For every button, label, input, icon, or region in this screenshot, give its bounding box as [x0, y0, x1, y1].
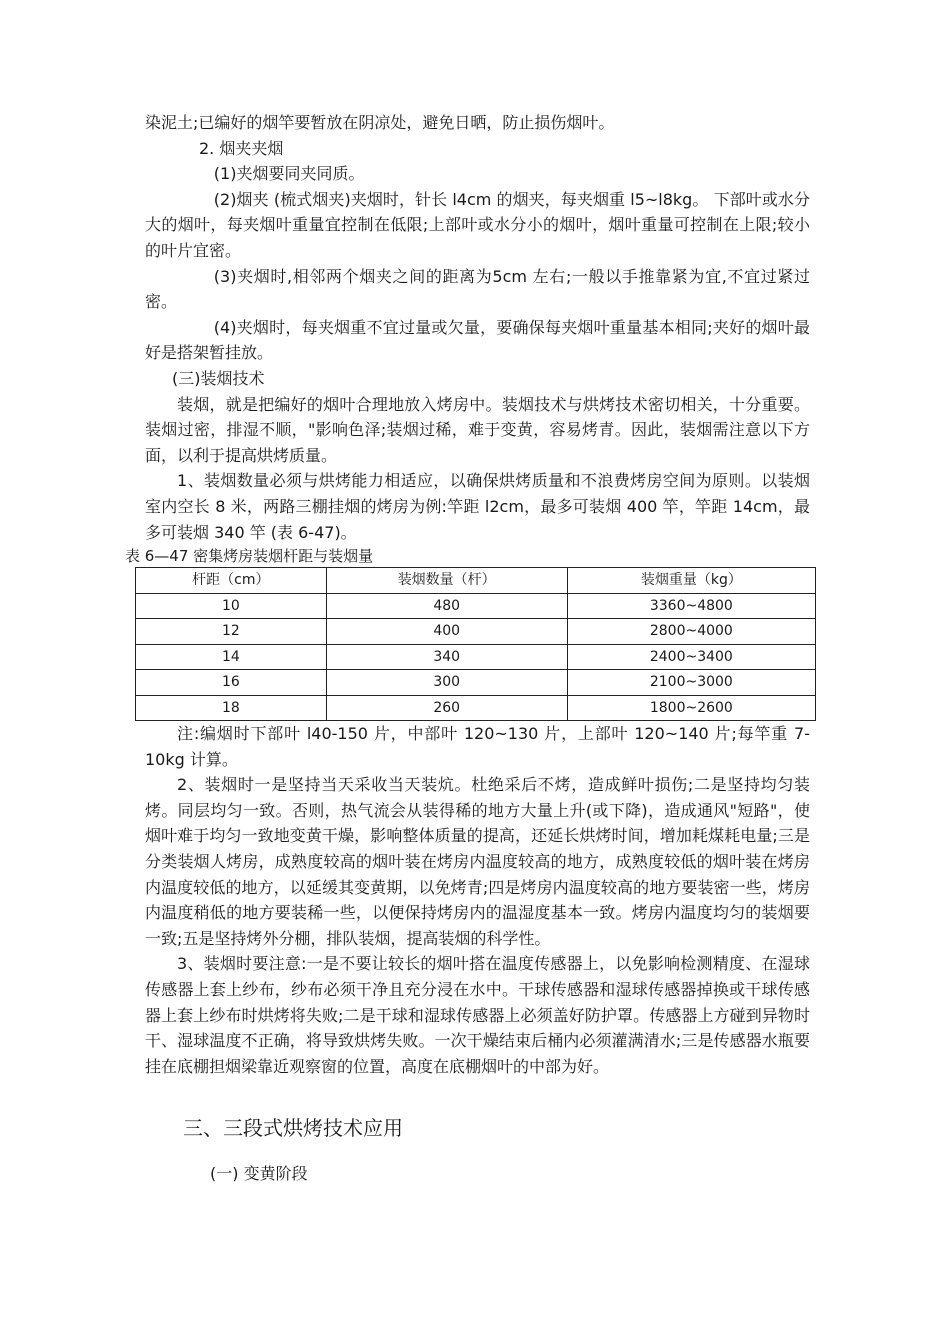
table-row [136, 695, 816, 721]
table-cell: 480 [326, 593, 567, 619]
paragraph: (3)夹烟时,相邻两个烟夹之间的距离为5cm 左右;一般以手推靠紧为宜,不宜过紧过密。 [145, 266, 810, 312]
table-cell: 2100~3000 [567, 670, 815, 696]
table-cell: 10 [136, 593, 327, 619]
paragraph: (2)烟夹 (梳式烟夹)夹烟时，针长 l4cm 的烟夹，每夹烟重 l5~l8kg。 下部叶或水分大的烟叶，每夹烟叶重量宜控制在低限;上部叶或水分小的烟叶，烟叶重量可控制在上限;较小的叶片宜密。 [145, 189, 810, 260]
table-row [136, 593, 816, 619]
table-caption: 表 6—47 密集烤房装烟杆距与装烟量 [125, 547, 374, 566]
table-header-row [136, 568, 816, 594]
table-cell: 1800~2600 [567, 695, 815, 721]
paragraph: 2、装烟时一是坚持当天采收当天装炕。杜绝采后不烤，造成鲜叶损伤;二是坚持均匀装烤。同层均匀一致。否则，热气流会从装得稀的地方大量上升(或下降)，造成通风"短路"，使烟叶难于均匀一致地变黄干燥，影响整体质量的提高，还延长烘烤时间，增加耗煤耗电量;三是分类装烟人烤房，成熟度较高的烟叶装在烤房内温度较高的地方，成熟度较低的烟叶装在烤房内温度较低的地方，以延缓其变黄期，以免烤青;四是烤房内温度较高的地方要装密一些，烤房内温度稍低的地方要装稀一些，以便保持烤房内的温湿度基本一致。烤房内温度均匀的装烟要一致;五是坚持烤外分棚，排队装烟，提高装烟的科学性。 [145, 775, 810, 948]
table-cell: 400 [326, 619, 567, 645]
column-header: 装烟数量（杆） [326, 568, 567, 594]
section-heading: (三)装烟技术 [172, 368, 265, 388]
column-header: 装烟重量（kg） [567, 568, 815, 594]
table-cell: 12 [136, 619, 327, 645]
table-cell: 2400~3400 [567, 644, 815, 670]
table-cell: 16 [136, 670, 327, 696]
document-page [125, 110, 810, 1187]
table-cell: 18 [136, 695, 327, 721]
table-row [136, 670, 816, 696]
paragraph: (1)夹烟要同夹同质。 [213, 164, 365, 184]
subsection-heading: 2. 烟夹夹烟 [199, 138, 284, 158]
table-cell: 260 [326, 695, 567, 721]
column-header: 杆距（cm） [136, 568, 327, 594]
chapter-heading: 三、三段式烘烤技术应用 [183, 1116, 403, 1141]
paragraph: 染泥土;已编好的烟竿要暂放在阴凉处，避免日晒，防止损伤烟叶。 [145, 113, 615, 132]
table-row [136, 644, 816, 670]
table-cell: 340 [326, 644, 567, 670]
table-cell: 3360~4800 [567, 593, 815, 619]
paragraph: 3、装烟时要注意:一是不要让较长的烟叶搭在温度传感器上，以免影响检测精度、在湿球传感器上套上纱布，纱布必须干净且充分浸在水中。干球传感器和湿球传感器掉换或干球传感器上套上纱布时烘烤将失败;二是干球和湿球传感器上必须盖好防护罩。传感器上方碰到异物时干、湿球温度不正确，将导致烘烤失败。一次干燥结束后桶内必须灌满清水;三是传感器水瓶要挂在底棚担烟梁靠近观察窗的位置，高度在底棚烟叶的中部为好。 [145, 954, 810, 1076]
table-row [136, 619, 816, 645]
paragraph: 1、装烟数量必须与烘烤能力相适应，以确保烘烤质量和不浪费烤房空间为原则。以装烟室内空长 8 米，两路三棚挂烟的烤房为例:竿距 l2cm，最多可装烟 400 竿，竿距 14cm，最多可装烟 340 竿 (表 6-47)。 [145, 471, 810, 542]
table-cell: 300 [326, 670, 567, 696]
table-note: 注:编烟时下部叶 l40-150 片，中部叶 120~130 片，上部叶 120~140 片;每竿重 7-10kg 计算。 [145, 724, 810, 769]
table-cell: 14 [136, 644, 327, 670]
data-table [135, 567, 816, 721]
subsection-heading: (一) 变黄阶段 [210, 1164, 308, 1184]
table-cell: 2800~4000 [567, 619, 815, 645]
paragraph: 装烟，就是把编好的烟叶合理地放入烤房中。装烟技术与烘烤技术密切相关，十分重要。装烟过密，排湿不顺，"影响色泽;装烟过稀，难于变黄，容易烤青。因此，装烟需注意以下方面，以利于提高烘烤质量。 [145, 394, 810, 465]
paragraph: (4)夹烟时，每夹烟重不宜过量或欠量，要确保每夹烟叶重量基本相同;夹好的烟叶最好是搭架暂挂放。 [145, 317, 810, 363]
